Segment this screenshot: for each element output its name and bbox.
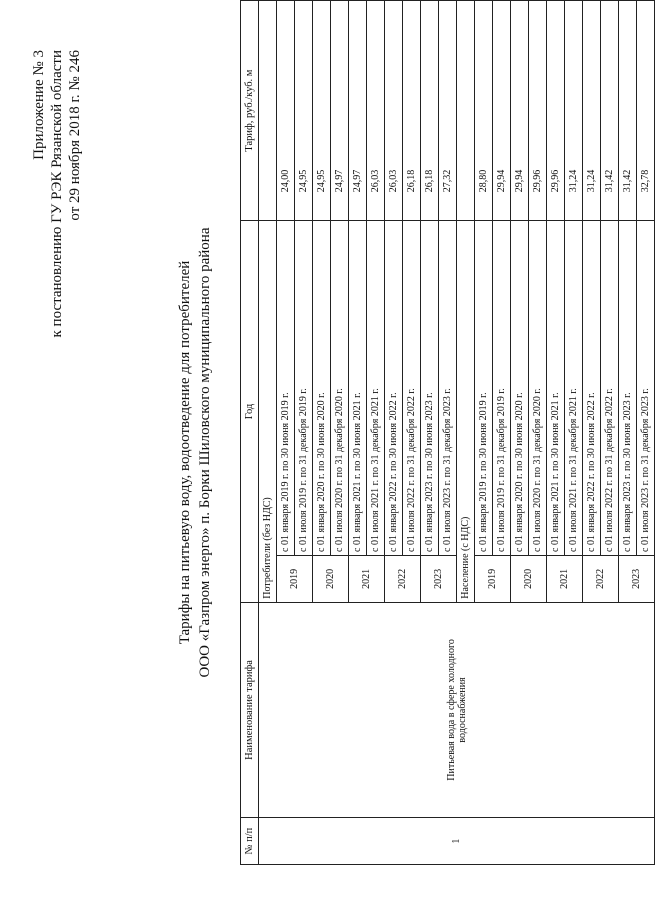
- period-cell: с 01 января 2020 г. по 30 июня 2020 г.: [313, 221, 331, 556]
- tariff-value-cell: 31,24: [583, 1, 601, 221]
- period-cell: с 01 января 2021 г. по 30 июня 2021 г.: [547, 221, 565, 556]
- table-header-row: [241, 1, 259, 865]
- tariff-value-cell: 27,32: [439, 1, 457, 221]
- period-cell: с 01 июля 2019 г. по 31 декабря 2019 г.: [295, 221, 313, 556]
- period-cell: с 01 января 2019 г. по 30 июня 2019 г.: [475, 221, 493, 556]
- tariff-table: [240, 0, 655, 865]
- tariff-value-cell: 26,18: [403, 1, 421, 221]
- row-number: 1: [259, 818, 655, 865]
- appendix-date: от 29 ноября 2018 г. № 246: [67, 50, 83, 221]
- group-label: Потребители (без НДС): [259, 221, 277, 602]
- group-value-empty: [457, 1, 475, 221]
- appendix-number: Приложение № 3: [31, 50, 47, 160]
- period-cell: с 01 января 2022 г. по 30 июня 2022 г.: [583, 221, 601, 556]
- period-cell: с 01 января 2023 г. по 30 июня 2023 г.: [619, 221, 637, 556]
- year-cell: 2022: [385, 555, 421, 602]
- year-cell: 2019: [475, 555, 511, 602]
- period-cell: с 01 января 2023 г. по 30 июня 2023 г.: [421, 221, 439, 556]
- tariff-value-cell: 29,96: [529, 1, 547, 221]
- tariff-value-cell: 29,94: [493, 1, 511, 221]
- year-cell: 2021: [349, 555, 385, 602]
- header-name: Наименование тарифа: [241, 602, 259, 818]
- period-cell: с 01 июля 2020 г. по 31 декабря 2020 г.: [331, 221, 349, 556]
- year-cell: 2019: [277, 555, 313, 602]
- period-cell: с 01 июля 2022 г. по 31 декабря 2022 г.: [403, 221, 421, 556]
- group-value-empty: [259, 1, 277, 221]
- year-cell: 2023: [421, 555, 457, 602]
- period-cell: с 01 января 2020 г. по 30 июня 2020 г.: [511, 221, 529, 556]
- period-cell: с 01 июля 2020 г. по 31 декабря 2020 г.: [529, 221, 547, 556]
- tariff-value-cell: 26,18: [421, 1, 439, 221]
- period-cell: с 01 июля 2019 г. по 31 декабря 2019 г.: [493, 221, 511, 556]
- period-cell: с 01 июля 2023 г. по 31 декабря 2023 г.: [439, 221, 457, 556]
- tariff-value-cell: 24,95: [313, 1, 331, 221]
- tariff-value-cell: 24,00: [277, 1, 295, 221]
- period-cell: с 01 июля 2022 г. по 31 декабря 2022 г.: [601, 221, 619, 556]
- appendix-resolution: к постановлению ГУ РЭК Рязанской области: [49, 50, 65, 338]
- tariff-value-cell: 31,42: [601, 1, 619, 221]
- period-cell: с 01 января 2021 г. по 30 июня 2021 г.: [349, 221, 367, 556]
- year-cell: 2020: [511, 555, 547, 602]
- document-title: Тарифы на питьевую воду, водоотведение для потребителей: [177, 260, 193, 645]
- year-cell: 2022: [583, 555, 619, 602]
- tariff-value-cell: 29,96: [547, 1, 565, 221]
- group-label: Население (с НДС): [457, 221, 475, 602]
- tariff-value-cell: 31,24: [565, 1, 583, 221]
- tariff-value-cell: 24,97: [331, 1, 349, 221]
- year-cell: 2021: [547, 555, 583, 602]
- document-subtitle: ООО «Газпром энерго» п. Борки Шиловского муниципального района: [197, 227, 213, 678]
- year-cell: 2020: [313, 555, 349, 602]
- group-row: [259, 1, 277, 865]
- period-cell: с 01 января 2019 г. по 30 июня 2019 г.: [277, 221, 295, 556]
- tariff-value-cell: 31,42: [619, 1, 637, 221]
- header-year: Год: [241, 221, 259, 602]
- tariff-value-cell: 32,78: [637, 1, 655, 221]
- tariff-value-cell: 28,80: [475, 1, 493, 221]
- header-num: № п/п: [241, 818, 259, 865]
- tariff-value-cell: 24,97: [349, 1, 367, 221]
- tariff-value-cell: 26,03: [367, 1, 385, 221]
- year-cell: 2023: [619, 555, 655, 602]
- period-cell: с 01 июля 2021 г. по 31 декабря 2021 г.: [565, 221, 583, 556]
- header-tariff: Тариф, руб./куб. м: [241, 1, 259, 221]
- tariff-name: Питьевая вода в сфере холодного водоснабжения: [259, 602, 655, 818]
- tariff-value-cell: 29,94: [511, 1, 529, 221]
- period-cell: с 01 января 2022 г. по 30 июня 2022 г.: [385, 221, 403, 556]
- period-cell: с 01 июля 2021 г. по 31 декабря 2021 г.: [367, 221, 385, 556]
- tariff-value-cell: 24,95: [295, 1, 313, 221]
- period-cell: с 01 июля 2023 г. по 31 декабря 2023 г.: [637, 221, 655, 556]
- tariff-value-cell: 26,03: [385, 1, 403, 221]
